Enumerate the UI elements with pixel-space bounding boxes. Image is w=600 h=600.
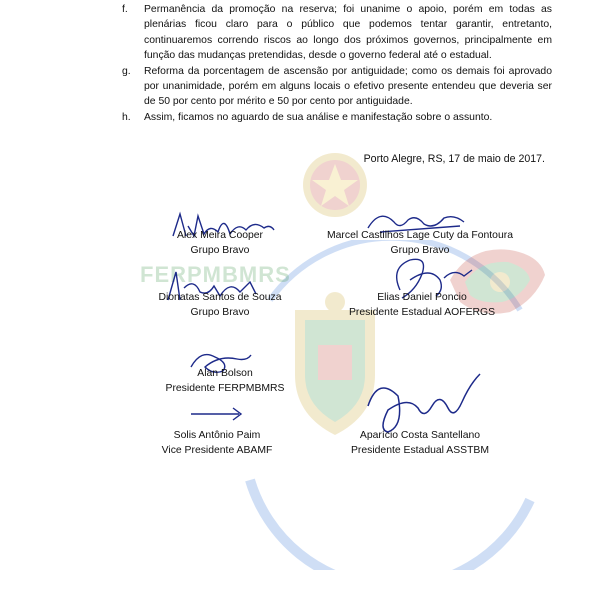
signatory-name: Dionatas Santos de Souza: [158, 292, 282, 303]
signatory-role: Vice Presidente ABAMF: [161, 445, 273, 456]
signatory-role: Presidente Estadual ASSTBM: [350, 445, 490, 456]
signatory-role: Presidente Estadual AOFERGS: [348, 307, 496, 318]
signatory-name: Alex Meira Cooper: [176, 230, 264, 241]
signatory-name: Aparício Costa Santellano: [359, 430, 481, 441]
signature-block: [135, 290, 305, 320]
list-marker: g.: [122, 65, 131, 77]
signatory-role: Grupo Bravo: [190, 307, 250, 318]
numbered-list: [122, 2, 552, 125]
list-marker: h.: [122, 111, 131, 123]
signature-block: [322, 290, 522, 320]
list-item: [122, 2, 552, 64]
list-item: [122, 64, 552, 110]
watermark-logo-text: FERPMBMRS: [140, 262, 291, 287]
signature-block: [132, 428, 302, 458]
star-emblem-icon: [300, 150, 370, 220]
signature-block: [330, 428, 510, 458]
signatory-role: Grupo Bravo: [190, 245, 250, 256]
signature-block: [140, 228, 300, 258]
list-item: [122, 110, 552, 125]
signatory-role: Grupo Bravo: [390, 245, 450, 256]
signatory-name: Marcel Castilhos Lage Cuty da Fontoura: [327, 230, 513, 241]
list-item-text: Permanência da promoção na reserva; foi unanime o apoio, porém em todas as plenárias ficou claro para o público que podemos tentar garantir, entretanto, continuaremos correndo riscos ao longo dos próximos governos, principalmente em função das mudanças pretendidas, desde o governo federal até o estadual.: [144, 4, 552, 62]
signature-block: [135, 366, 315, 396]
signature-block: [315, 228, 525, 258]
list-item-text: Assim, ficamos no aguardo de sua análise e manifestação sobre o assunto.: [144, 111, 493, 123]
signatory-role: Presidente FERPMBMRS: [165, 383, 285, 394]
list-item-text: Reforma da porcentagem de ascensão por antiguidade; como os demais foi aprovado por unanimidade, porém em alguns locais o efetivo presente entendeu que deveria ser de 50 por cento por mérito e 50 por cento por antiguidade.: [144, 65, 552, 108]
list-marker: f.: [122, 4, 128, 15]
signatory-name: Alan Bolson: [197, 368, 253, 379]
signatory-name: Solis Antônio Paim: [173, 430, 261, 441]
date-line: Porto Alegre, RS, 17 de maio de 2017.: [363, 153, 545, 165]
signatory-name: Elias Daniel Poncio: [377, 292, 467, 303]
